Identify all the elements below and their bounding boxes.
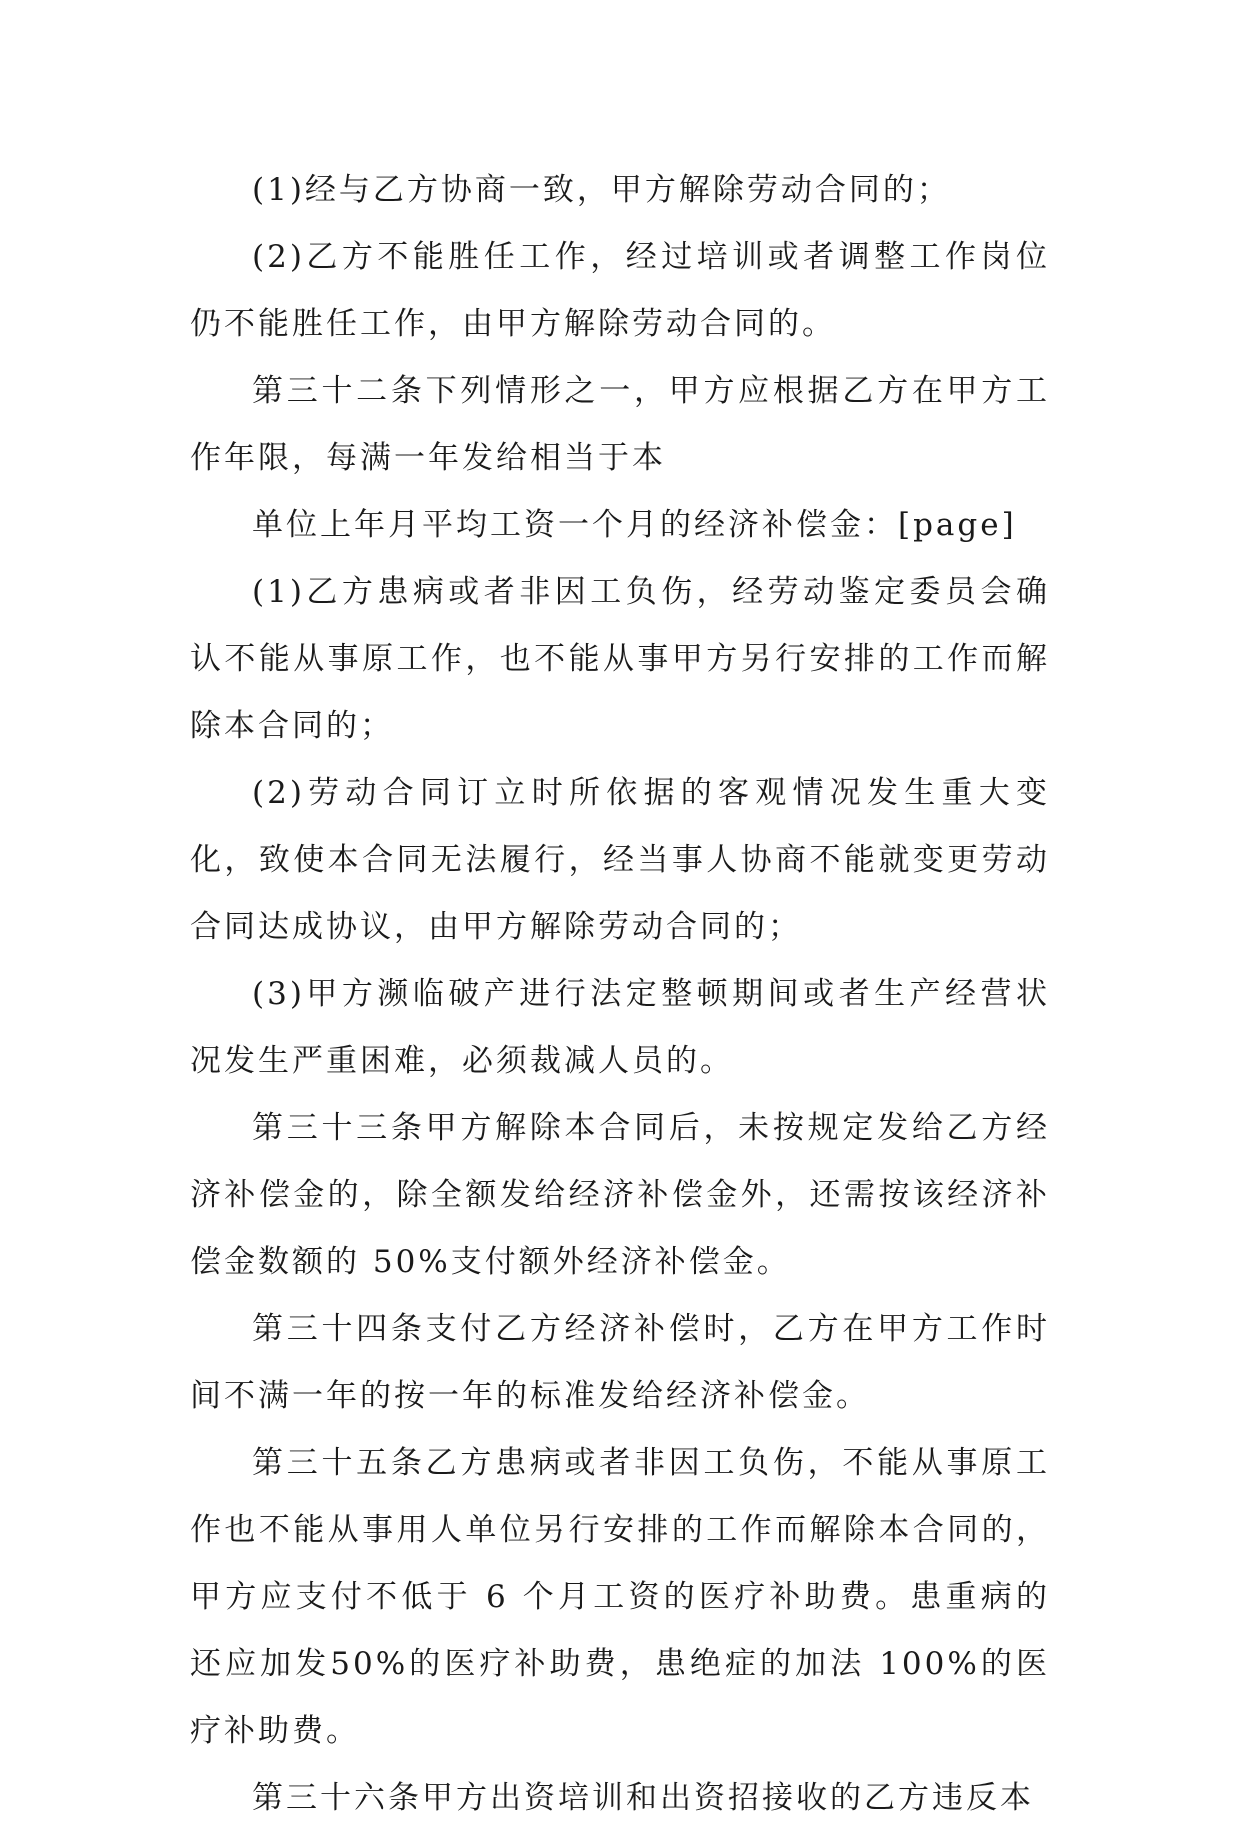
article-36: 第三十六条甲方出资培训和出资招接收的乙方违反本 (252, 1780, 1034, 1816)
clause-item-1: (1)经与乙方协商一致，甲方解除劳动合同的； (252, 172, 951, 208)
article-33: 第三十三条甲方解除本合同后，未按规定发给乙方经济补偿金的，除全额发给经济补偿金外，还需按该经济补偿金数额的 50%支付额外经济补偿金。 (190, 1110, 1050, 1280)
clause-item-2: (2)乙方不能胜任工作，经过培训或者调整工作岗位仍不能胜任工作，由甲方解除劳动合同的。 (190, 239, 1050, 342)
article-32-item-2: (2)劳动合同订立时所依据的客观情况发生重大变化，致使本合同无法履行，经当事人协商不能就变更劳动合同达成协议，由甲方解除劳动合同的； (190, 775, 1050, 945)
article-32-continuation: 单位上年月平均工资一个月的经济补偿金：[page] (252, 507, 1017, 543)
article-32-item-3: (3)甲方濒临破产进行法定整顿期间或者生产经营状况发生严重困难，必须裁减人员的。 (190, 976, 1050, 1079)
article-32-heading: 第三十二条下列情形之一，甲方应根据乙方在甲方工作年限，每满一年发给相当于本 (190, 373, 1050, 476)
article-35: 第三十五条乙方患病或者非因工负伤，不能从事原工作也不能从事用人单位另行安排的工作而解除本合同的，甲方应支付不低于 6 个月工资的医疗补助费。患重病的还应加发50%的医疗补助费，患绝症的加法 100%的医疗补助费。 (190, 1445, 1050, 1749)
article-34: 第三十四条支付乙方经济补偿时，乙方在甲方工作时间不满一年的按一年的标准发给经济补偿金。 (190, 1311, 1050, 1414)
document-page (190, 157, 1050, 1832)
article-32-item-1: (1)乙方患病或者非因工负伤，经劳动鉴定委员会确认不能从事原工作，也不能从事甲方另行安排的工作而解除本合同的； (190, 574, 1050, 744)
